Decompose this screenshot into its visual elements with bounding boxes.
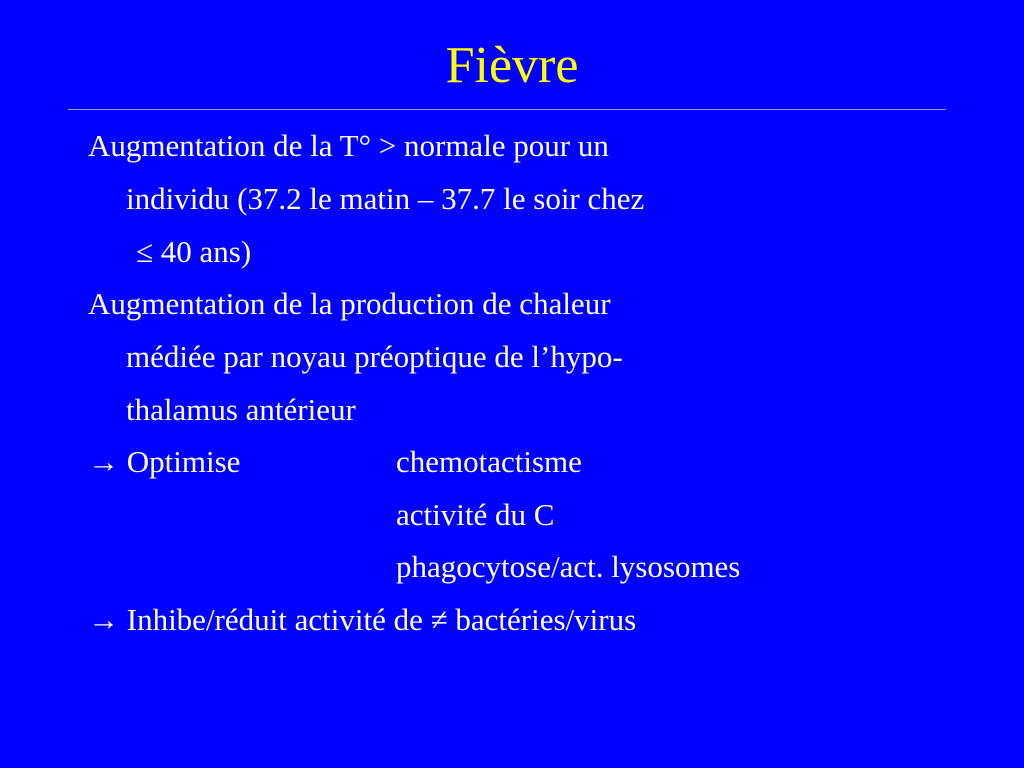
body-line-4: Augmentation de la production de chaleur (88, 286, 611, 321)
body-line-5: médiée par noyau préoptique de l’hypo- (126, 339, 623, 374)
optimise-item-2: activité du C (396, 497, 555, 532)
slide-title: Fièvre (445, 37, 579, 94)
body-line-3: ≤ 40 ans) (136, 234, 252, 269)
optimise-item-1: chemotactisme (396, 444, 582, 479)
optimise-label: → Optimise (88, 444, 241, 479)
body-line-6: thalamus antérieur (126, 392, 356, 427)
optimise-item-3: phagocytose/act. lysosomes (396, 549, 741, 584)
body-line-2: individu (37.2 le matin – 37.7 le soir chez (126, 181, 645, 216)
body-line-1: Augmentation de la T° > normale pour un (88, 128, 609, 163)
inhibe-line: → Inhibe/réduit activité de ≠ bactéries/virus (88, 602, 637, 637)
title-divider (68, 109, 946, 110)
